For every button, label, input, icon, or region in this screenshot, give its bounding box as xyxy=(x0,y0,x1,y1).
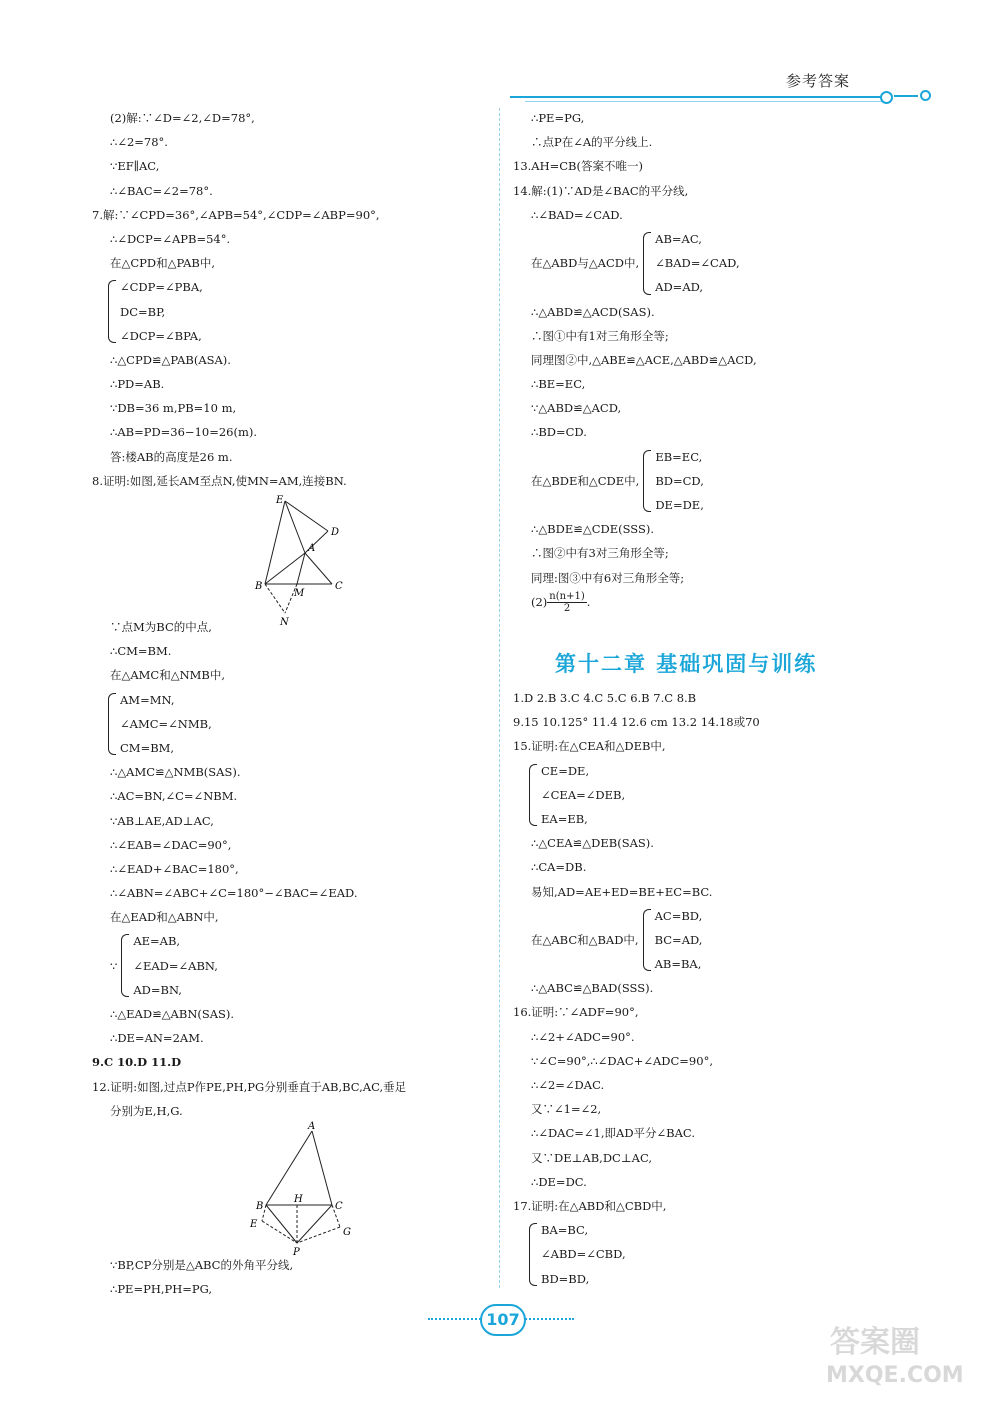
brace-group xyxy=(643,227,739,300)
label-H: H xyxy=(294,1193,303,1205)
brace-line: ∠BAD=∠CAD, xyxy=(655,256,740,271)
problem-15-heading: 15.证明:在△CEA和△DEB中, xyxy=(513,739,666,754)
watermark-top: 答案圈 xyxy=(830,1325,920,1360)
brace-group xyxy=(529,1218,913,1291)
text-line: 又∵∠1=∠2, xyxy=(531,1102,602,1117)
page-number-dots-left xyxy=(428,1318,488,1320)
brace-row xyxy=(513,445,913,518)
label-P: P xyxy=(293,1246,300,1258)
text-line: 答:楼AB的高度是26 m. xyxy=(110,449,233,464)
text-line: ∴图①中有1对三角形全等; xyxy=(531,328,669,343)
text-line: ∴△ABD≌△ACD(SAS). xyxy=(531,304,655,319)
brace-line: CM=BM, xyxy=(120,740,175,755)
because-symbol: ∵ xyxy=(110,958,118,973)
brace-line: BD=CD, xyxy=(655,473,704,488)
fraction-prefix: (2) xyxy=(531,594,548,609)
problem-13: 13.AH=CB(答案不唯一) xyxy=(513,159,643,174)
text-line: ∴∠ABN=∠ABC+∠C=180°−∠BAC=∠EAD. xyxy=(110,886,358,901)
right-column-chapter xyxy=(513,686,913,1291)
brace-group xyxy=(643,445,704,518)
text-line: ∴△CEA≌△DEB(SAS). xyxy=(531,836,654,851)
brace-line: AE=AB, xyxy=(133,934,181,949)
brace-line: CE=DE, xyxy=(541,763,590,778)
label-B: B xyxy=(256,1200,264,1212)
brace-group xyxy=(108,275,492,348)
brace-line: BA=BC, xyxy=(541,1223,589,1238)
brace-line: AC=BD, xyxy=(654,908,703,923)
header-circle-icon xyxy=(880,91,893,104)
text-line: ∴∠EAD+∠BAC=180°, xyxy=(110,861,239,876)
text-line: ∵BP,CP分别是△ABC的外角平分线, xyxy=(110,1257,294,1272)
header-title: 参考答案 xyxy=(786,72,851,90)
brace-line: BD=BD, xyxy=(541,1271,590,1286)
text-line: ∴CA=DB. xyxy=(531,860,587,875)
brace-line: DC=BP, xyxy=(120,304,166,319)
page-number: 107 xyxy=(480,1304,526,1336)
brace-line: EA=EB, xyxy=(541,811,588,826)
text-line: ∴DE=DC. xyxy=(531,1174,587,1189)
brace-row xyxy=(513,904,913,977)
figure-12-diagram xyxy=(92,1120,492,1258)
brace-row xyxy=(92,929,492,1002)
text-line: ∴△CPD≌△PAB(ASA). xyxy=(110,352,231,367)
header-rule xyxy=(510,96,882,98)
text-line: 分别为E,H,G. xyxy=(110,1103,183,1118)
problem-14-heading: 14.解:(1)∵AD是∠BAC的平分线, xyxy=(513,183,689,198)
text-line: 在△EAD和△ABN中, xyxy=(110,910,219,925)
text-line: ∵△ABD≌△ACD, xyxy=(531,401,622,416)
text-line: ∴∠DAC=∠1,即AD平分∠BAC. xyxy=(531,1126,695,1141)
brace-group xyxy=(121,929,218,1002)
label-B: B xyxy=(255,581,263,592)
chapter-title: 第十二章 基础巩固与训练 xyxy=(555,652,818,676)
brace-line: ∠DCP=∠BPA, xyxy=(120,328,202,343)
left-column xyxy=(92,106,492,1301)
text-line: ∴△BDE≌△CDE(SSS). xyxy=(531,522,654,537)
text-line: ∵DB=36 m,PB=10 m, xyxy=(110,401,237,416)
label-D: D xyxy=(331,527,340,538)
brace-line: ∠AMC=∠NMB, xyxy=(120,716,212,731)
answers-9-14: 9.15 10.125° 11.4 12.6 cm 13.2 14.18或70 xyxy=(513,715,760,730)
text-line: ∴BD=CD. xyxy=(531,425,587,440)
text-line: ∵∠C=90°,∴∠DAC+∠ADC=90°, xyxy=(531,1053,713,1068)
figure-12 xyxy=(92,1120,492,1258)
text-line: ∴△ABC≌△BAD(SSS). xyxy=(531,981,654,996)
text-line: ∴∠2+∠ADC=90°. xyxy=(531,1029,635,1044)
brace-line: AD=AD, xyxy=(655,280,704,295)
brace-prefix: 在△ABD与△ACD中, xyxy=(531,256,640,271)
problem-12-heading: 12.证明:如图,过点P作PE,PH,PG分别垂直于AB,BC,AC,垂足 xyxy=(92,1079,407,1094)
fraction xyxy=(547,591,586,614)
text-line: ∴CM=BM. xyxy=(110,644,172,659)
text-line: ∴∠2=78°. xyxy=(110,135,168,150)
label-C: C xyxy=(335,581,343,592)
text-line: ∴BE=EC, xyxy=(531,377,586,392)
right-column xyxy=(513,106,913,614)
text-line: ∴PD=AB. xyxy=(110,377,165,392)
label-C: C xyxy=(335,1200,343,1212)
label-G: G xyxy=(343,1226,351,1238)
header-circle-small-icon xyxy=(920,90,931,101)
brace-line: DE=DE, xyxy=(655,498,704,512)
problem-17-heading: 17.证明:在△ABD和△CBD中, xyxy=(513,1198,667,1213)
brace-line: AB=AC, xyxy=(655,231,702,246)
column-divider xyxy=(499,108,500,1288)
label-A: A xyxy=(308,543,316,554)
fraction-denominator: 2 xyxy=(563,603,571,615)
brace-line: AM=MN, xyxy=(120,692,175,707)
answers-1-8: 1.D 2.B 3.C 4.C 5.C 6.B 7.C 8.B xyxy=(513,691,697,705)
label-A: A xyxy=(308,1120,316,1132)
text-line: ∴点P在∠A的平分线上. xyxy=(531,135,653,150)
text-line: 在△AMC和△NMB中, xyxy=(110,668,226,683)
answers-9-11: 9.C 10.D 11.D xyxy=(92,1055,182,1070)
brace-line: ∠EAD=∠ABN, xyxy=(133,958,218,973)
fraction-numerator: n(n+1) xyxy=(549,591,585,603)
fraction-line xyxy=(513,590,913,614)
brace-line: AD=BN, xyxy=(133,982,182,997)
brace-line: ∠CEA=∠DEB, xyxy=(541,787,626,802)
text-line: ∴DE=AN=2AM. xyxy=(110,1031,204,1046)
label-E: E xyxy=(250,1218,258,1230)
text-line: ∴AB=PD=36−10=26(m). xyxy=(110,425,258,440)
text-line: 同理图②中,△ABE≌△ACE,△ABD≌△ACD, xyxy=(531,352,757,367)
label-N: N xyxy=(280,617,289,628)
label-M: M xyxy=(294,588,305,599)
text-line: 在△CPD和△PAB中, xyxy=(110,256,216,271)
text-line: 易知,AD=AE+ED=BE+EC=BC. xyxy=(531,884,713,899)
label-E: E xyxy=(276,495,284,506)
brace-prefix: 在△BDE和△CDE中, xyxy=(531,473,640,488)
text-line: ∴∠DCP=∠APB=54°. xyxy=(110,231,231,246)
fraction-suffix: . xyxy=(586,594,591,609)
watermark-logo xyxy=(822,1318,982,1388)
brace-group xyxy=(643,904,703,977)
brace-line: ∠ABD=∠CBD, xyxy=(541,1247,626,1262)
text-line: ∴图②中有3对三角形全等; xyxy=(531,546,669,561)
text-line: ∴PE=PG, xyxy=(531,111,585,125)
text-line: (2)解:∵∠D=∠2,∠D=78°, xyxy=(110,111,255,125)
brace-row xyxy=(513,227,913,300)
header-rule-end xyxy=(894,95,918,97)
text-line: ∵点M为BC的中点, xyxy=(110,620,212,634)
text-line: ∴AC=BN,∠C=∠NBM. xyxy=(110,789,238,804)
text-line: ∴∠BAD=∠CAD. xyxy=(531,207,623,222)
text-line: ∵EF∥AC, xyxy=(110,159,160,174)
brace-line: ∠CDP=∠PBA, xyxy=(120,280,203,295)
brace-line: AB=BA, xyxy=(654,957,702,972)
text-line: ∴∠BAC=∠2=78°. xyxy=(110,183,213,198)
text-line: ∴∠2=∠DAC. xyxy=(531,1078,605,1092)
brace-line: BC=AD, xyxy=(654,932,703,947)
problem-8-heading: 8.证明:如图,延长AM至点N,使MN=AM,连接BN. xyxy=(92,473,347,488)
brace-line: EB=EC, xyxy=(655,449,703,464)
brace-group xyxy=(529,759,913,832)
text-line: 又∵DE⊥AB,DC⊥AC, xyxy=(531,1150,653,1165)
watermark-bottom: MXQE.COM xyxy=(826,1363,964,1388)
problem-7-heading: 7.解:∵∠CPD=36°,∠APB=54°,∠CDP=∠ABP=90°, xyxy=(92,207,380,222)
header-rule-thin xyxy=(525,101,885,102)
text-line: 同理:图③中有6对三角形全等; xyxy=(531,570,685,585)
text-line: ∴∠EAB=∠DAC=90°, xyxy=(110,837,232,852)
brace-prefix: 在△ABC和△BAD中, xyxy=(531,932,639,947)
text-line: ∴△AMC≌△NMB(SAS). xyxy=(110,765,241,780)
text-line: ∴PE=PH,PH=PG, xyxy=(110,1282,213,1297)
problem-16-heading: 16.证明:∵∠ADF=90°, xyxy=(513,1005,639,1020)
brace-group xyxy=(108,688,492,761)
text-line: ∴△EAD≌△ABN(SAS). xyxy=(110,1007,235,1021)
text-line: ∵AB⊥AE,AD⊥AC, xyxy=(110,813,214,828)
